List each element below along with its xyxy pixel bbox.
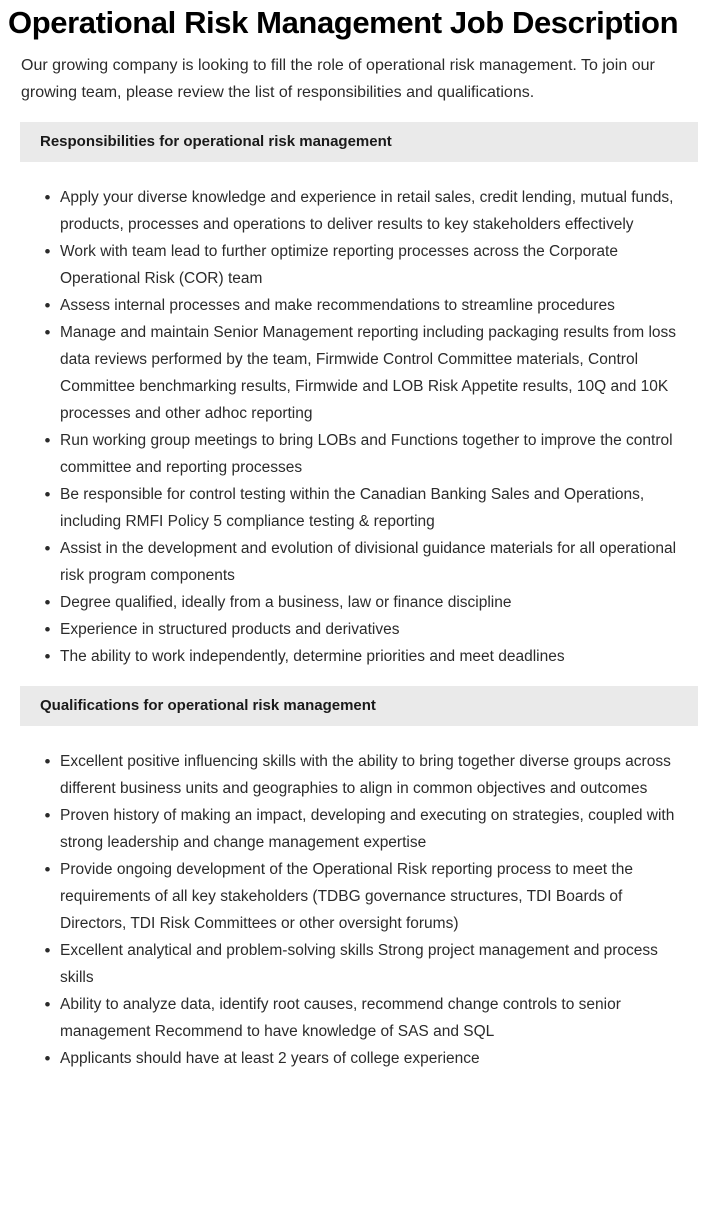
list-item-text: Experience in structured products and derivatives <box>60 621 400 638</box>
qualifications-list <box>0 726 720 1072</box>
list-item <box>0 643 720 670</box>
responsibilities-list <box>0 162 720 670</box>
list-item <box>0 535 720 589</box>
list-item <box>0 856 720 937</box>
list-item <box>0 427 720 481</box>
list-item-text: Assist in the development and evolution of divisional guidance materials for all operational risk program components <box>60 540 677 584</box>
page-title: Operational Risk Management Job Description <box>8 5 679 40</box>
list-item-text: Degree qualified, ideally from a business, law or finance discipline <box>60 594 512 611</box>
bullet-icon: • <box>44 188 51 207</box>
list-item <box>0 802 720 856</box>
list-item-text: Ability to analyze data, identify root causes, recommend change controls to senior management Recommend to have knowledge of SAS and SQL <box>60 996 621 1040</box>
section-responsibilities <box>0 122 720 670</box>
list-item <box>0 238 720 292</box>
list-item-text: Manage and maintain Senior Management reporting including packaging results from loss data reviews performed by the team, Firmwide Control Committee materials, Control Committee benchmarking results, Firmwide and LOB Risk Appetite results, 10Q and 10K processes and other adhoc reporting <box>60 324 677 422</box>
list-item <box>0 319 720 427</box>
bullet-icon: • <box>44 995 51 1014</box>
intro-paragraph: Our growing company is looking to fill the role of operational risk management. To join our growing team, please review the list of responsibilities and qualifications. <box>21 57 655 101</box>
bullet-icon: • <box>44 296 51 315</box>
bullet-icon: • <box>44 806 51 825</box>
bullet-icon: • <box>44 620 51 639</box>
list-item <box>0 991 720 1045</box>
list-item-text: Assess internal processes and make recommendations to streamline procedures <box>60 297 615 314</box>
section-heading-label: Qualifications for operational risk management <box>40 697 376 714</box>
bullet-icon: • <box>44 752 51 771</box>
list-item <box>0 184 720 238</box>
list-item-text: Applicants should have at least 2 years of college experience <box>60 1050 480 1067</box>
list-item-text: Excellent analytical and problem-solving skills Strong project management and process skills <box>60 942 658 986</box>
list-item <box>0 589 720 616</box>
bullet-icon: • <box>44 539 51 558</box>
list-item-text: Be responsible for control testing within the Canadian Banking Sales and Operations, including RMFI Policy 5 compliance testing & reporting <box>60 486 645 530</box>
list-item <box>0 481 720 535</box>
bullet-icon: • <box>44 647 51 666</box>
bullet-icon: • <box>44 593 51 612</box>
list-item-text: Proven history of making an impact, developing and executing on strategies, coupled with strong leadership and change management expertise <box>60 807 675 851</box>
list-item-text: Provide ongoing development of the Operational Risk reporting process to meet the requirements of all key stakeholders (TDBG governance structures, TDI Boards of Directors, TDI Risk Committees or other oversight forums) <box>60 861 633 932</box>
list-item <box>0 292 720 319</box>
bullet-icon: • <box>44 323 51 342</box>
list-item <box>0 616 720 643</box>
section-header-responsibilities <box>20 122 698 162</box>
list-item <box>0 1045 720 1072</box>
list-item-text: Run working group meetings to bring LOBs and Functions together to improve the control committee and reporting processes <box>60 432 673 476</box>
list-item-text: Excellent positive influencing skills with the ability to bring together diverse groups across different business units and geographies to align in common objectives and outcomes <box>60 753 671 797</box>
bullet-icon: • <box>44 431 51 450</box>
bullet-icon: • <box>44 242 51 261</box>
bullet-icon: • <box>44 485 51 504</box>
list-item-text: Work with team lead to further optimize reporting processes across the Corporate Operational Risk (COR) team <box>60 243 618 287</box>
section-qualifications <box>0 686 720 1072</box>
list-item <box>0 748 720 802</box>
section-heading-label: Responsibilities for operational risk management <box>40 133 392 150</box>
bullet-icon: • <box>44 1049 51 1068</box>
list-item-text: The ability to work independently, determine priorities and meet deadlines <box>60 648 565 665</box>
bullet-icon: • <box>44 860 51 879</box>
list-item-text: Apply your diverse knowledge and experience in retail sales, credit lending, mutual funds, products, processes and operations to deliver results to key stakeholders effectively <box>60 189 674 233</box>
list-item <box>0 937 720 991</box>
bullet-icon: • <box>44 941 51 960</box>
section-header-qualifications <box>20 686 698 726</box>
